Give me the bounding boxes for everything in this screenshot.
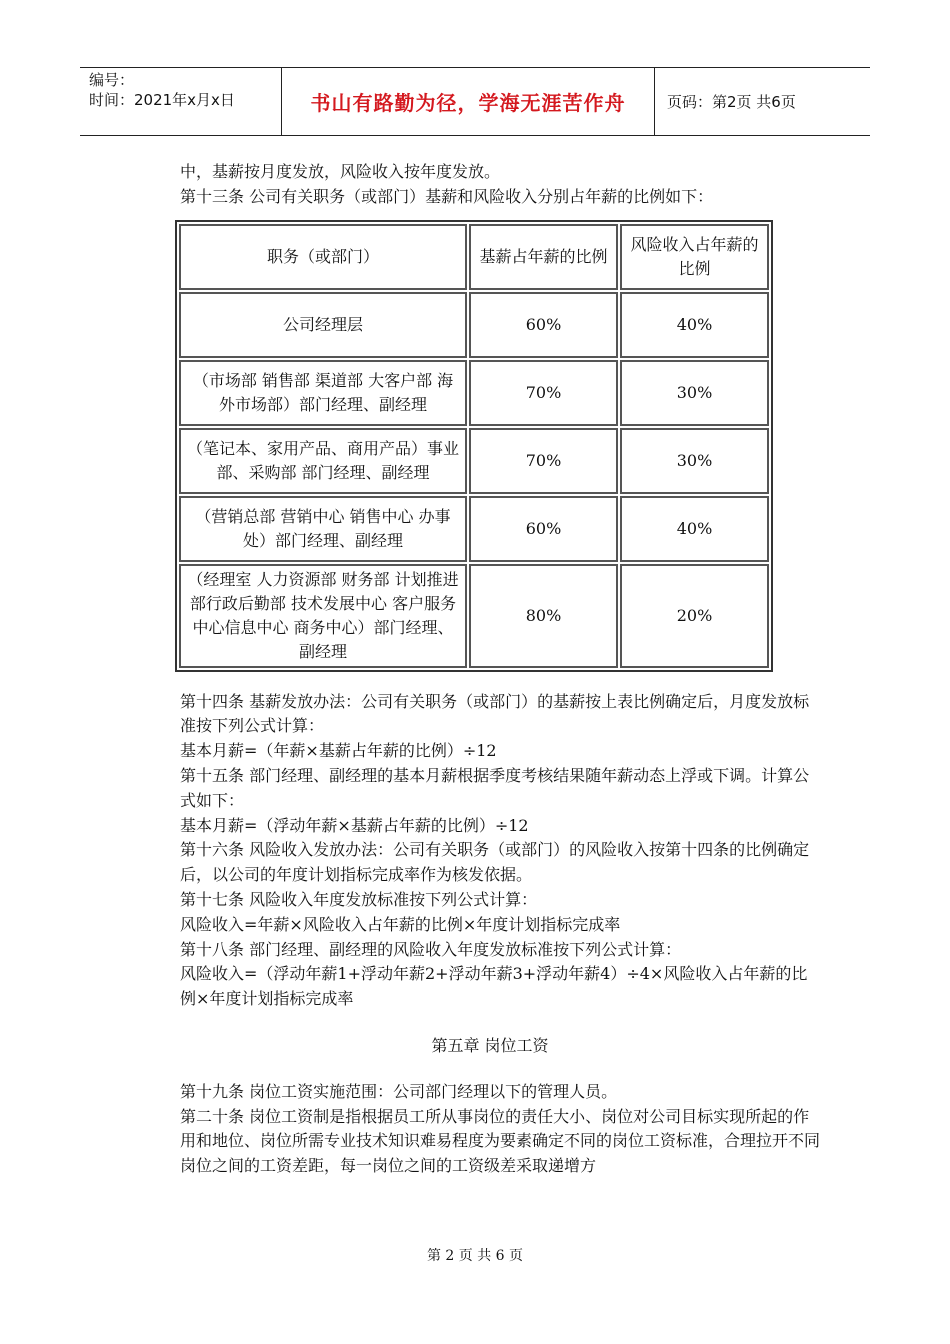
header-page-info: 页码：第2页 共6页 (667, 93, 796, 111)
table-cell: 70% (469, 428, 618, 494)
formula-1: 基本月薪=（年薪×基薪占年薪的比例）÷12 (180, 741, 497, 761)
table-row (179, 360, 769, 426)
article-14: 第十四条 基薪发放办法：公司有关职务（或部门）的基薪按上表比例确定后，月度发放标准按下列公式计算： (180, 691, 810, 736)
article-17: 第十七条 风险收入年度发放标准按下列公式计算： (180, 889, 538, 909)
page-footer: 第 2 页 共 6 页 (426, 1248, 524, 1264)
table-cell: （笔记本、家用产品、商用产品）事业部、采购部 部门经理、副经理 (179, 428, 467, 494)
table-cell: 20% (620, 564, 769, 668)
table-cell: 80% (469, 564, 618, 668)
table-row (179, 292, 769, 358)
column-header: 职务（或部门） (179, 224, 467, 290)
column-header: 基薪占年薪的比例 (469, 224, 618, 290)
table-cell: 30% (620, 360, 769, 426)
table-cell: 60% (469, 292, 618, 358)
document-body (180, 160, 820, 1179)
article-13: 第十三条 公司有关职务（或部门）基薪和风险收入分别占年薪的比例如下： (180, 186, 714, 206)
table-row (179, 564, 769, 668)
page-header (80, 67, 870, 136)
chapter-title: 第五章 岗位工资 (431, 1035, 549, 1055)
article-16: 第十六条 风险收入发放办法：公司有关职务（或部门）的风险收入按第十四条的比例确定后，以公司的年度计划指标完成率作为核发依据。 (180, 840, 810, 885)
table-cell: 70% (469, 360, 618, 426)
article-18: 第十八条 部门经理、副经理的风险收入年度发放标准按下列公式计算： (180, 939, 682, 959)
table-cell: （营销总部 营销中心 销售中心 办事处）部门经理、副经理 (179, 496, 467, 562)
header-motto: 书山有路勤为径，学海无涯苦作舟 (282, 68, 655, 135)
article-19: 第十九条 岗位工资实施范围：公司部门经理以下的管理人员。 (180, 1081, 618, 1101)
table-cell: 公司经理层 (179, 292, 467, 358)
paragraph: 中，基薪按月度发放，风险收入按年度发放。 (180, 162, 501, 181)
ratio-table (175, 220, 773, 672)
table-header-row (179, 224, 769, 290)
table-cell: （经理室 人力资源部 财务部 计划推进部行政后勤部 技术发展中心 客户服务中心信息中心 商务中心）部门经理、副经理 (179, 564, 467, 668)
time-label: 时间：2021年x月x日 (89, 91, 235, 109)
column-header: 风险收入占年薪的比例 (620, 224, 769, 290)
formula-3: 风险收入=年薪×风险收入占年薪的比例×年度计划指标完成率 (180, 914, 621, 934)
formula-2: 基本月薪=（浮动年薪×基薪占年薪的比例）÷12 (180, 815, 529, 835)
table-cell: 30% (620, 428, 769, 494)
formula-4: 风险收入=（浮动年薪1+浮动年薪2+浮动年薪3+浮动年薪4）÷4×风险收入占年薪的比例×年度计划指标完成率 (180, 964, 808, 1009)
article-20: 第二十条 岗位工资制是指根据员工所从事岗位的责任大小、岗位对公司目标实现所起的作用和地位、岗位所需专业技术知识难易程度为要素确定不同的岗位工资标准，合理拉开不同岗位之间的工资差距，每一岗位之间的工资级差采取递增方 (180, 1106, 821, 1176)
table-row (179, 428, 769, 494)
table-cell: （市场部 销售部 渠道部 大客户部 海外市场部）部门经理、副经理 (179, 360, 467, 426)
code-label: 编号： (89, 71, 135, 89)
table-cell: 40% (620, 292, 769, 358)
header-left (80, 68, 282, 135)
article-15: 第十五条 部门经理、副经理的基本月薪根据季度考核结果随年薪动态上浮或下调。计算公式如下： (180, 765, 810, 810)
table-cell: 60% (469, 496, 618, 562)
table-cell: 40% (620, 496, 769, 562)
table-row (179, 496, 769, 562)
